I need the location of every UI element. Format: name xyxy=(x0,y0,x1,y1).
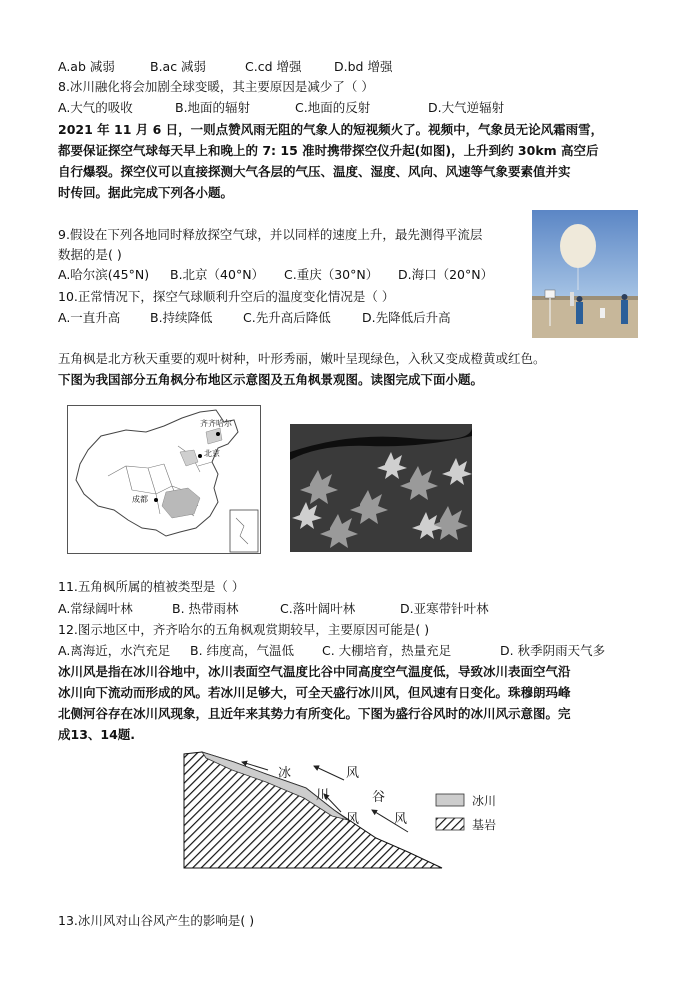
q12-option-c: C. 大棚培育，热量充足 xyxy=(322,643,452,658)
map-label-chengdu: 成都 xyxy=(132,495,148,504)
q10-option-a: A.一直升高 xyxy=(58,310,121,325)
passage3-line-4: 成13、14题. xyxy=(58,727,136,742)
map-label-qiqihar: 齐齐哈尔 xyxy=(200,419,232,428)
q9-stem-line-2: 数据的是( ) xyxy=(58,247,122,262)
q12-option-b: B. 纬度高，气温低 xyxy=(190,643,295,658)
q9-option-c: C.重庆（30°N） xyxy=(284,267,379,282)
maple-distribution-map xyxy=(67,405,261,554)
q9-option-d: D.海口（20°N） xyxy=(398,267,494,282)
label-glacier-2: 川 xyxy=(316,788,330,803)
q13-stem: 13.冰川风对山谷风产生的影响是( ) xyxy=(58,913,255,928)
weather-balloon-photo xyxy=(532,210,638,338)
label-glacier-3: 风 xyxy=(346,812,360,827)
legend-glacier-label: 冰川 xyxy=(472,794,497,808)
label-glacier-1: 冰 xyxy=(278,766,292,781)
q10-option-b: B.持续降低 xyxy=(150,310,213,325)
maple-landscape-photo xyxy=(290,424,472,552)
q7-option-d: D.bd 增强 xyxy=(334,59,393,74)
passage1-line-1: 2021 年 11 月 6 日，一则点赞风雨无阻的气象人的短视频火了。视频中，气象员无论风霜雨雪， xyxy=(58,122,604,137)
q12-option-a: A.离海近，水汽充足 xyxy=(58,643,171,658)
legend-bedrock-label: 基岩 xyxy=(472,818,497,832)
q11-option-c: C.落叶阔叶林 xyxy=(280,601,356,616)
q7-option-a: A.ab 减弱 xyxy=(58,59,115,74)
map-label-beijing: 北京 xyxy=(204,449,220,458)
q10-option-c: C.先升高后降低 xyxy=(243,310,331,325)
q10-stem: 10.正常情况下，探空气球顺利升空后的温度变化情况是（ ） xyxy=(58,289,395,304)
q8-option-b: B.地面的辐射 xyxy=(175,100,251,115)
q12-stem: 12.图示地区中，齐齐哈尔的五角枫观赏期较早，主要原因可能是( ) xyxy=(58,622,430,637)
q11-option-a: A.常绿阔叶林 xyxy=(58,601,133,616)
q11-option-b: B. 热带雨林 xyxy=(172,601,239,616)
q11-stem: 11.五角枫所属的植被类型是（ ） xyxy=(58,579,245,594)
q9-option-a: A.哈尔滨(45°N) xyxy=(58,267,150,282)
q12-option-d: D. 秋季阴雨天气多 xyxy=(500,643,606,658)
q9-stem-line-1: 9.假设在下列各地同时释放探空气球，并以同样的速度上升，最先测得平流层 xyxy=(58,227,483,242)
passage3-line-3: 北侧河谷存在冰川风现象，且近年来其势力有所变化。下图为盛行谷风时的冰川风示意图。完 xyxy=(58,706,571,721)
passage3-line-2: 冰川向下流动而形成的风。若冰川足够大，可全天盛行冰川风，但风速有日变化。珠穆朗玛峰 xyxy=(58,685,571,700)
passage1-line-3: 自行爆裂。探空仪可以直接探测大气各层的气压、温度、湿度、风向、风速等气象要素值并实 xyxy=(58,164,571,179)
passage1-line-2: 都要保证探空气球每天早上和晚上的 7: 15 准时携带探空仪升起(如图)，上升到约 30km 高空后 xyxy=(58,143,599,158)
q8-stem: 8.冰川融化将会加剧全球变暖，其主要原因是减少了（ ） xyxy=(58,79,374,94)
q9-option-b: B.北京（40°N） xyxy=(170,267,265,282)
label-valley-1: 风 xyxy=(346,766,360,781)
glacier-wind-diagram xyxy=(176,748,516,870)
passage3-line-1: 冰川风是指在冰川谷地中，冰川表面空气温度比谷中同高度空气温度低，导致冰川表面空气沿 xyxy=(58,664,571,679)
q8-option-c: C.地面的反射 xyxy=(295,100,371,115)
q8-option-a: A.大气的吸收 xyxy=(58,100,133,115)
passage1-line-4: 时传回。据此完成下列各小题。 xyxy=(58,185,234,200)
q10-option-d: D.先降低后升高 xyxy=(362,310,451,325)
label-valley-2: 谷 xyxy=(372,790,386,805)
passage2-line-1: 五角枫是北方秋天重要的观叶树种，叶形秀丽，嫩叶呈现绿色，入秋又变成橙黄或红色。 xyxy=(58,351,546,366)
label-valley-3: 风 xyxy=(394,812,408,827)
passage2-line-2: 下图为我国部分五角枫分布地区示意图及五角枫景观图。读图完成下面小题。 xyxy=(58,372,484,387)
q7-option-c: C.cd 增强 xyxy=(245,59,302,74)
q7-option-b: B.ac 减弱 xyxy=(150,59,207,74)
q11-option-d: D.亚寒带针叶林 xyxy=(400,601,489,616)
q8-option-d: D.大气逆辐射 xyxy=(428,100,505,115)
